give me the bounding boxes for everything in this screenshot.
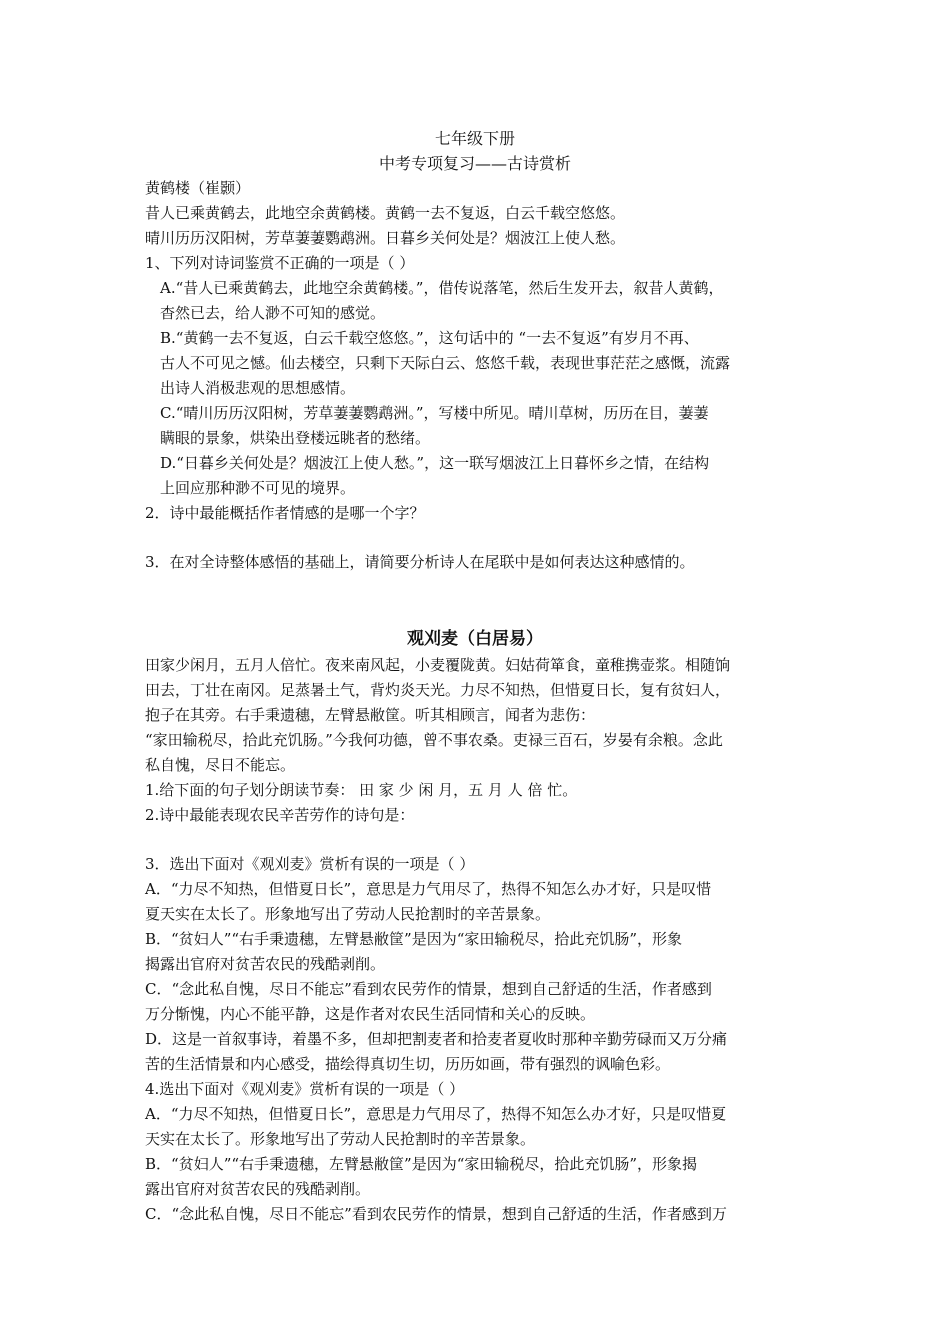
q1-option-b: B.“黄鹤一去不复返，白云千载空悠悠。”，这句话中的 “一去不复返”有岁月不再、 [160,329,699,347]
poem2-question-3-stem: 3．选出下面对《观刈麦》赏析有误的一项是（ ） [145,855,475,873]
poem1-line: 昔人已乘黄鹤去，此地空余黄鹤楼。黄鹤一去不复返，白云千载空悠悠。 [145,204,626,222]
poem2-line: 田去，丁壮在南冈。足蒸暑土气，背灼炎天光。力尽不知热，但惜夏日长，复有贫妇人， [145,681,731,699]
poem1-line: 晴川历历汉阳树，芳草萋萋鹦鹉洲。日暮乡关何处是？烟波江上使人愁。 [145,229,626,247]
poem2-line: 田家少闲月，五月人倍忙。夜来南风起，小麦覆陇黄。妇姑荷箪食，童稚携壶浆。相随饷 [145,656,731,674]
p2q4-option-a-cont: 天实在太长了。形象地写出了劳动人民抢割时的辛苦景象。 [145,1130,536,1148]
q1-option-b-cont: 古人不可见之憾。仙去楼空，只剩下天际白云、悠悠千载，表现世事茫茫之感慨，流露 [160,354,731,372]
q1-option-c: C.“晴川历历汉阳树，芳草萋萋鹦鹉洲。”，写楼中所见。晴川草树，历历在目，萋萋 [160,404,709,422]
p2q3-option-c: C．“念此私自愧，尽日不能忘”看到农民劳作的情景，想到自己舒适的生活，作者感到 [145,980,712,998]
q1-option-a-cont: 杳然已去，给人渺不可知的感觉。 [160,304,386,322]
question-2: 2．诗中最能概括作者情感的是哪一个字？ [145,504,425,522]
p2q3-option-d-cont: 苦的生活情景和内心感受，描绘得真切生切，历历如画，带有强烈的讽喻色彩。 [145,1055,671,1073]
p2q4-option-b-cont: 露出官府对贫苦农民的残酷剥削。 [145,1180,371,1198]
poem2-line: 私自愧，尽日不能忘。 [145,756,296,774]
p2q3-option-b: B．“贫妇人”“右手秉遗穗，左臂悬敝筐”是因为“家田输税尽，拾此充饥肠”，形象 [145,930,683,948]
p2q3-option-c-cont: 万分惭愧，内心不能平静，这是作者对农民生活同情和关心的反映。 [145,1005,596,1023]
poem2-line: 抱子在其旁。右手秉遗穗，左臂悬敝筐。听其相顾言，闻者为悲伤： [145,706,596,724]
p2q4-option-a: A．“力尽不知热，但惜夏日长”，意思是力气用尽了，热得不知怎么办才好，只是叹惜夏 [145,1105,727,1123]
p2q3-option-a-cont: 夏天实在太长了。形象地写出了劳动人民抢割时的辛苦景象。 [145,905,551,923]
question-3: 3．在对全诗整体感悟的基础上，请简要分析诗人在尾联中是如何表达这种感情的。 [145,553,695,571]
q1-option-d: D.“日暮乡关何处是？烟波江上使人愁。”，这一联写烟波江上日暮怀乡之情，在结构 [160,454,710,472]
p2q4-option-b: B．“贫妇人”“右手秉遗穗，左臂悬敝筐”是因为“家田输税尽，拾此充饥肠”，形象揭 [145,1155,698,1173]
question-1-stem: 1、下列对诗词鉴赏不正确的一项是（ ） [145,254,415,272]
q1-option-c-cont: 瞒眼的景象，烘染出登楼远眺者的愁绪。 [160,429,431,447]
p2q3-option-a: A．“力尽不知热，但惜夏日长”，意思是力气用尽了，热得不知怎么办才好，只是叹惜 [145,880,712,898]
q1-option-b-cont: 出诗人消极悲观的思想感情。 [160,379,356,397]
q1-option-d-cont: 上回应那种渺不可见的境界。 [160,479,356,497]
page-subtitle: 中考专项复习——古诗赏析 [378,154,571,173]
p2q3-option-b-cont: 揭露出官府对贫苦农民的残酷剥削。 [145,955,386,973]
poem2-question-4-stem: 4.选出下面对《观刈麦》赏析有误的一项是（ ） [145,1080,465,1098]
q1-option-a: A.“昔人已乘黄鹤去，此地空余黄鹤楼。”，借传说落笔，然后生发开去，叙昔人黄鹤， [160,279,724,297]
poem2-line: “家田输税尽，拾此充饥肠。”今我何功德，曾不事农桑。吏禄三百石，岁晏有余粮。念此 [145,731,723,749]
p2q4-option-c: C．“念此私自愧，尽日不能忘”看到农民劳作的情景，想到自己舒适的生活，作者感到万 [145,1205,727,1223]
poem2-heading: 观刈麦（白居易） [407,629,543,649]
page-title: 七年级下册 [434,129,515,148]
poem2-question-1: 1.给下面的句子划分朗读节奏： 田 家 少 闲 月，五 月 人 倍 忙。 [145,781,578,799]
poem1-heading: 黄鹤楼（崔颢） [145,179,251,197]
poem2-question-2: 2.诗中最能表现农民辛苦劳作的诗句是： [145,806,415,824]
p2q3-option-d: D．这是一首叙事诗，着墨不多，但却把割麦者和拾麦者夏收时那种辛勤劳碌而又万分痛 [145,1030,728,1048]
